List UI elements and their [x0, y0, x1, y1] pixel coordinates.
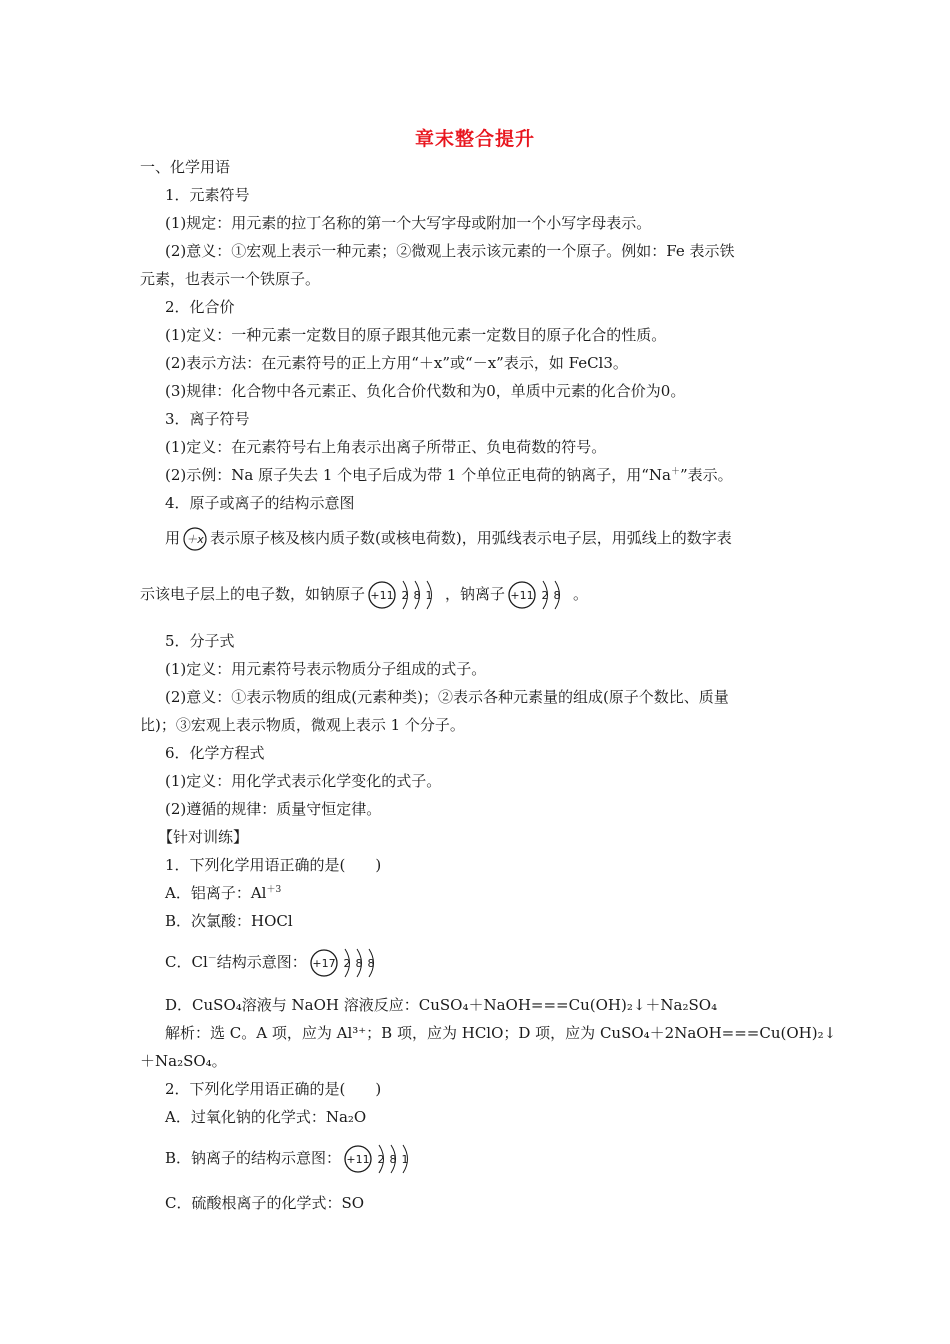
superscript: － [207, 954, 217, 964]
paragraph: (1)定义：用化学式表示化学变化的式子。 [165, 772, 442, 790]
electron-count: 8 [355, 957, 363, 970]
option-d: D．CuSO₄溶液与 NaOH 溶液反应：CuSO₄＋NaOH===Cu(OH)₂↓＋Na₂SO₄ [165, 996, 718, 1014]
paragraph: (2)意义：①宏观上表示一种元素；②微观上表示该元素的一个原子。例如：Fe 表示铁 [165, 242, 735, 260]
text: 。 [573, 585, 589, 603]
paragraph [165, 524, 845, 552]
nucleus-charge: +11 [370, 589, 394, 602]
text: 用 [165, 529, 181, 547]
subsection-heading: 4．原子或离子的结构示意图 [165, 494, 355, 512]
subsection-heading: 3．离子符号 [165, 410, 250, 428]
training-heading: 【针对训练】 [158, 828, 249, 846]
electron-count: 8 [413, 589, 421, 602]
electron-count: 2 [343, 957, 351, 970]
option-a: A．过氧化钠的化学式：Na₂O [165, 1108, 367, 1126]
text: A．铝离子：Al [165, 884, 267, 902]
electron-count: 8 [367, 957, 375, 970]
paragraph: (1)规定：用元素的拉丁名称的第一个大写字母或附加一个小写字母表示。 [165, 214, 652, 232]
subsection-heading: 6．化学方程式 [165, 744, 265, 762]
option-c [165, 944, 845, 980]
nucleus-symbol [182, 526, 208, 552]
text: ”表示。 [680, 466, 733, 484]
text: ，钠离子 [445, 585, 506, 603]
superscript: ＋3 [266, 885, 282, 895]
paragraph: 元素，也表示一个铁原子。 [140, 270, 321, 288]
chloride-ion-diagram [307, 953, 387, 971]
text: B．钠离子的结构示意图： [165, 1149, 342, 1167]
text: 示该电子层上的电子数，如钠原子 [140, 585, 366, 603]
question-1: 1．下列化学用语正确的是( ) [165, 856, 382, 874]
subsection-heading: 2．化合价 [165, 298, 235, 316]
electron-count: 8 [389, 1153, 397, 1166]
text: (2)示例：Na 原子失去 1 个电子后成为带 1 个单位正电荷的钠离子，用“Na [165, 466, 671, 484]
section-heading: 一、化学用语 [140, 158, 231, 176]
explanation: 解析：选 C。A 项，应为 Al³⁺；B 项，应为 HClO；D 项，应为 CuSO₄＋2NaOH===Cu(OH)₂↓ [165, 1024, 837, 1042]
question-2: 2．下列化学用语正确的是( ) [165, 1080, 382, 1098]
paragraph: (1)定义：在元素符号右上角表示出离子所带正、负电荷数的符号。 [165, 438, 607, 456]
paragraph: 比)；③宏观上表示物质，微观上表示 1 个分子。 [140, 716, 465, 734]
superscript: ＋ [670, 467, 680, 477]
nucleus-label: ＋x [186, 533, 204, 546]
explanation: ＋Na₂SO₄。 [140, 1052, 227, 1070]
paragraph: (2)意义：①表示物质的组成(元素种类)；②表示各种元素量的组成(原子个数比、质量 [165, 688, 729, 706]
option-b: B．次氯酸：HOCl [165, 912, 293, 930]
paragraph: (2)表示方法：在元素符号的正上方用“＋x”或“－x”表示，如 FeCl3。 [165, 354, 628, 372]
electron-count: 1 [401, 1153, 409, 1166]
electron-count: 8 [553, 589, 561, 602]
paragraph [140, 576, 820, 612]
electron-count: 2 [377, 1153, 385, 1166]
paragraph: (3)规律：化合物中各元素正、负化合价代数和为0，单质中元素的化合价为0。 [165, 382, 686, 400]
subsection-heading: 5．分子式 [165, 632, 235, 650]
sodium-ion-diagram [341, 1149, 421, 1167]
text: 结构示意图： [216, 953, 307, 971]
paragraph: (1)定义：用元素符号表示物质分子组成的式子。 [165, 660, 487, 678]
nucleus-charge: +11 [346, 1153, 370, 1166]
subsection-heading: 1．元素符号 [165, 186, 250, 204]
paragraph [165, 464, 845, 486]
nucleus-charge: +11 [510, 589, 534, 602]
option-c: C．硫酸根离子的化学式：SO [165, 1194, 365, 1212]
text: C．Cl [165, 953, 208, 971]
sodium-ion-diagram [505, 585, 573, 603]
option-a [165, 882, 845, 904]
option-b [165, 1140, 845, 1176]
page-title: 章末整合提升 [414, 128, 535, 150]
nucleus-charge: +17 [312, 957, 336, 970]
paragraph: (1)定义：一种元素一定数目的原子跟其他元素一定数目的原子化合的性质。 [165, 326, 667, 344]
paragraph: (2)遵循的规律：质量守恒定律。 [165, 800, 382, 818]
electron-count: 2 [541, 589, 549, 602]
sodium-atom-diagram [365, 585, 445, 603]
electron-count: 1 [425, 589, 433, 602]
electron-count: 2 [401, 589, 409, 602]
text: 表示原子核及核内质子数(或核电荷数)，用弧线表示电子层，用弧线上的数字表 [210, 529, 732, 547]
